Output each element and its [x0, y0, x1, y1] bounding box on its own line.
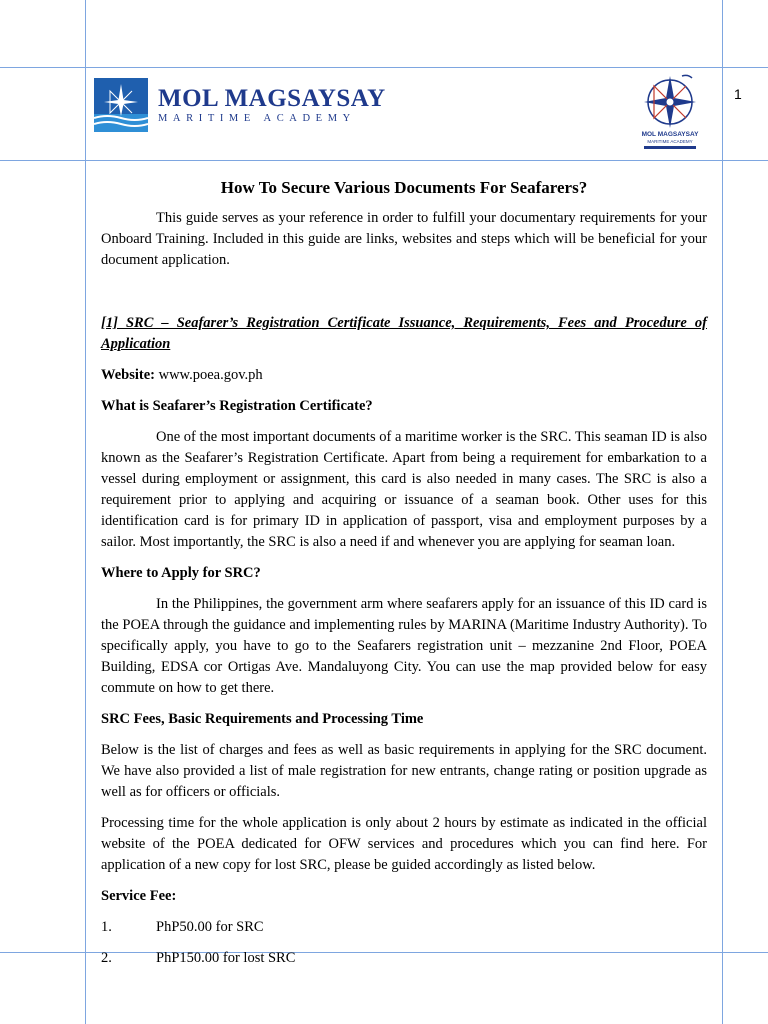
where-to-apply-paragraph: In the Philippines, the government arm where seafarers apply for an issuance of this ID card is the POEA through the guidance and implementing rules by MARINA (Maritime Industry Authority). To specifically apply, you have to go to the Seafarers registration unit – mezzanine 2nd Floor, POEA Building, EDSA cor Ortigas Ave. Mandaluyong City. You can use the map provided below for easy commute on how to get there. — [101, 596, 707, 696]
what-is-src-paragraph: One of the most important documents of a maritime worker is the SRC. This seaman ID is also known as the Seafarer’s Registration Certificate. Apart from being a requirement for embarkation to a vessel during employment or assignment, this card is also needed in many cases. The SRC is also a requirement prior to applying and acquiring or issuance of a seaman book. Other uses for this identification card is for primary ID in application of passport, visa and employment purposes by a sailor. Most importantly, the SRC is also a need if and whenever you are applying for seaman loan. — [101, 429, 707, 550]
logo-name: MOL MAGSAYSAY — [158, 85, 386, 112]
list-item-number: 1. — [101, 919, 112, 935]
service-fee-heading: Service Fee: — [101, 888, 177, 904]
where-to-apply-heading: Where to Apply for SRC? — [101, 565, 261, 581]
list-item-number: 2. — [101, 950, 112, 966]
list-item — [101, 917, 707, 938]
page-title: How To Secure Various Documents For Seafarers? — [220, 178, 588, 197]
seal-name: MOL MAGSAYSAY — [641, 131, 699, 138]
academy-logo — [94, 78, 386, 132]
academy-seal — [630, 72, 710, 152]
document-body — [101, 208, 707, 969]
list-item-text: PhP150.00 for lost SRC — [156, 950, 296, 966]
compass-rose-icon — [630, 72, 710, 152]
guide-line-right — [722, 0, 723, 1024]
list-item — [101, 948, 707, 969]
website-label: Website: — [101, 367, 155, 383]
website-line — [101, 365, 707, 386]
guide-line-top — [0, 67, 768, 68]
fees-heading: SRC Fees, Basic Requirements and Processing Time — [101, 711, 424, 727]
seal-subtitle: MARITIME ACADEMY — [647, 139, 693, 144]
fees-paragraph: Below is the list of charges and fees as well as basic requirements in applying for the SRC document. We have also provided a list of male registration for new entrants, change rating or position upgrade as well as for officers or officials. — [101, 742, 707, 800]
page-number: 1 — [734, 86, 742, 102]
what-is-src-heading: What is Seafarer’s Registration Certificate? — [101, 398, 373, 414]
guide-line-left — [85, 0, 86, 1024]
processing-paragraph: Processing time for the whole application is only about 2 hours by estimate as indicated in the official website of the POEA dedicated for OFW services and procedures which you can find here. For application of a new copy for lost SRC, please be guided accordingly as listed below. — [101, 815, 707, 873]
guide-line-header — [0, 160, 768, 161]
section-heading-src: [1] SRC – Seafarer’s Registration Certificate Issuance, Requirements, Fees and Procedure of Application — [101, 315, 707, 352]
list-item-text: PhP50.00 for SRC — [156, 919, 264, 935]
logo-subtitle: MARITIME ACADEMY — [158, 113, 356, 124]
intro-paragraph: This guide serves as your reference in order to fulfill your documentary requirements for your Onboard Training. Included in this guide are links, websites and steps which will be beneficial for your document application. — [101, 210, 707, 268]
website-value: www.poea.gov.ph — [158, 367, 263, 383]
star-wave-logo-icon — [94, 78, 148, 132]
